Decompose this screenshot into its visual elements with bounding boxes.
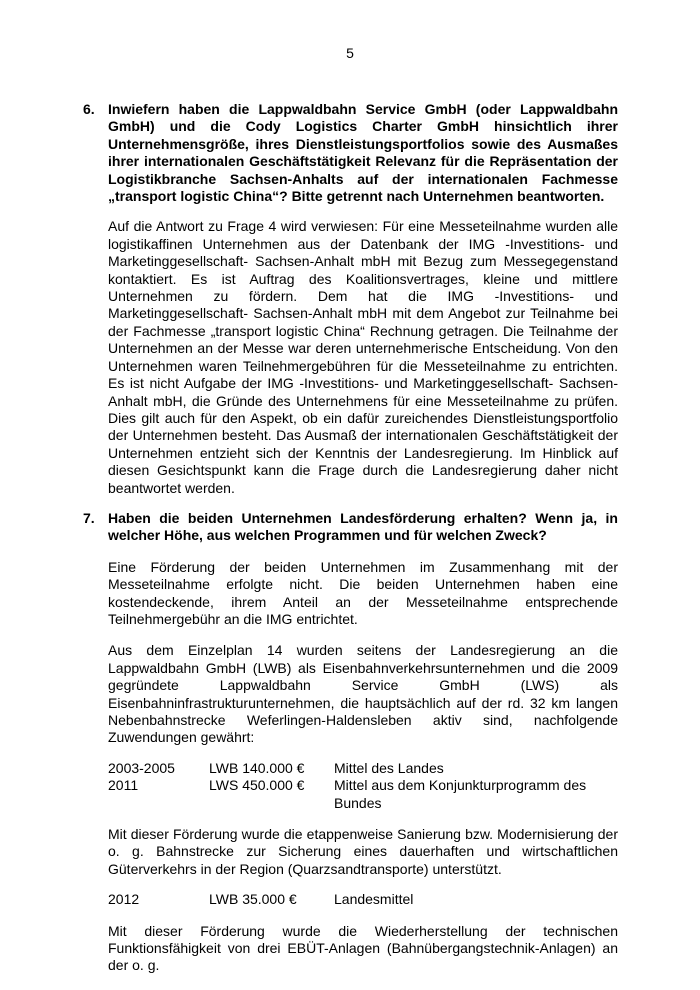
funding-table bbox=[108, 760, 618, 812]
question-number: 6. bbox=[83, 101, 95, 117]
funding-row bbox=[108, 891, 618, 908]
funding-description: Landesmittel bbox=[334, 891, 414, 908]
funding-amount: LWS 450.000 € bbox=[209, 777, 305, 794]
answer-7-paragraph-4: Mit dieser Förderung wurde die Wiederherstellung der technischen Funktionsfähigkeit von drei EBÜT-Anlagen (Bahnübergangstechnik-Anlagen) an der o. g. bbox=[108, 922, 618, 974]
answer-6: Auf die Antwort zu Frage 4 wird verwiesen: Für eine Messeteilnahme wurden alle logistikaffinen Unternehmen aus der Datenbank der IMG -Investitions- und Marketinggesellschaft- Sachsen-Anhalt mbH mit Bezug zum Messegegenstand kontaktiert. Es ist Auftrag des Koalitionsvertrages, kleine und mittlere Unternehmen zu fördern. Dem hat die IMG -Investitions- und Marketinggesellschaft- Sachsen-Anhalt mbH mit dem Angebot zur Teilnahme bei der Fachmesse „transport logistic China“ Rechnung getragen. Die Teilnahme der Unternehmen an der Messe war deren unternehmerische Entscheidung. Von den Unternehmen waren Teilnehmergebühren für die Messeteilnahme zu entrichten. Es ist nicht Aufgabe der IMG -Investitions- und Marketinggesellschaft- Sachsen-Anhalt mbH, die Gründe des Unternehmens für eine Messeteilnahme zu prüfen. Dies gilt auch für den Aspekt, ob ein dafür zureichendes Dienstleistungsportfolio der Unternehmen besteht. Das Ausmaß der internationalen Geschäftstätigkeit der Unternehmen entzieht sich der Kenntnis der Landesregierung. Im Hinblick auf diesen Gesichtspunkt kann die Frage durch die Landesregierung daher nicht beantwortet werden. bbox=[108, 218, 618, 496]
question-6 bbox=[83, 101, 618, 205]
funding-year: 2003-2005 bbox=[108, 759, 175, 776]
funding-description: Mittel aus dem Konjunkturprogramm des Bundes bbox=[334, 777, 587, 811]
answer-7-paragraph-3: Mit dieser Förderung wurde die etappenweise Sanierung bzw. Modernisierung der o. g. Bahnstrecke zur Sicherung eines dauerhaften und wirtschaftlichen Güterverkehrs in der Region (Quarzsandtransporte) unterstützt. bbox=[108, 826, 618, 877]
question-7 bbox=[83, 510, 618, 545]
funding-table-2 bbox=[108, 891, 618, 908]
question-number: 7. bbox=[83, 509, 95, 526]
document-body bbox=[83, 95, 618, 975]
funding-year: 2011 bbox=[108, 777, 139, 794]
answer-7-paragraph-1: Eine Förderung der beiden Unternehmen im Zusammenhang mit der Messeteilnahme erfolgte nicht. Die beiden Unternehmen haben eine kostendeckende, ihrem Anteil an der Messeteilnahme entsprechende Teilnehmergebühr an die IMG entrichtet. bbox=[108, 558, 618, 627]
funding-amount: LWB 35.000 € bbox=[209, 891, 297, 908]
question-text: Inwiefern haben die Lappwaldbahn Service GmbH (oder Lappwaldbahn GmbH) und die Cody Logistics Charter GmbH hinsichtlich ihrer Unternehmensgröße, ihres Dienstleistungsportfolios sowie des Ausmaßes ihrer internationalen Geschäftstätigkeit Relevanz für die Repräsentation der Logistikbranche Sachsen-Anhalts auf der internationalen Fachmesse „transport logistic China“? Bitte getrennt nach Unternehmen beantworten. bbox=[108, 101, 618, 205]
funding-amount: LWB 140.000 € bbox=[209, 759, 305, 776]
answer-7-paragraph-2: Aus dem Einzelplan 14 wurden seitens der Landesregierung an die Lappwaldbahn GmbH (LWB) als Eisenbahnverkehrsunternehmen und die 2009 gegründete Lappwaldbahn Service GmbH (LWS) als Eisenbahninfrastrukturunternehmen, die hauptsächlich auf der rd. 32 km langen Nebenbahnstrecke Weferlingen-Haldensleben aktiv sind, nachfolgende Zuwendungen gewährt: bbox=[108, 642, 618, 746]
funding-year: 2012 bbox=[108, 891, 140, 908]
question-text: Haben die beiden Unternehmen Landesförderung erhalten? Wenn ja, in welcher Höhe, aus welchen Programmen und für welchen Zweck? bbox=[108, 509, 618, 544]
funding-description: Mittel des Landes bbox=[334, 759, 444, 776]
funding-row bbox=[108, 777, 618, 812]
page-number: 5 bbox=[346, 45, 354, 61]
funding-row bbox=[108, 760, 618, 777]
